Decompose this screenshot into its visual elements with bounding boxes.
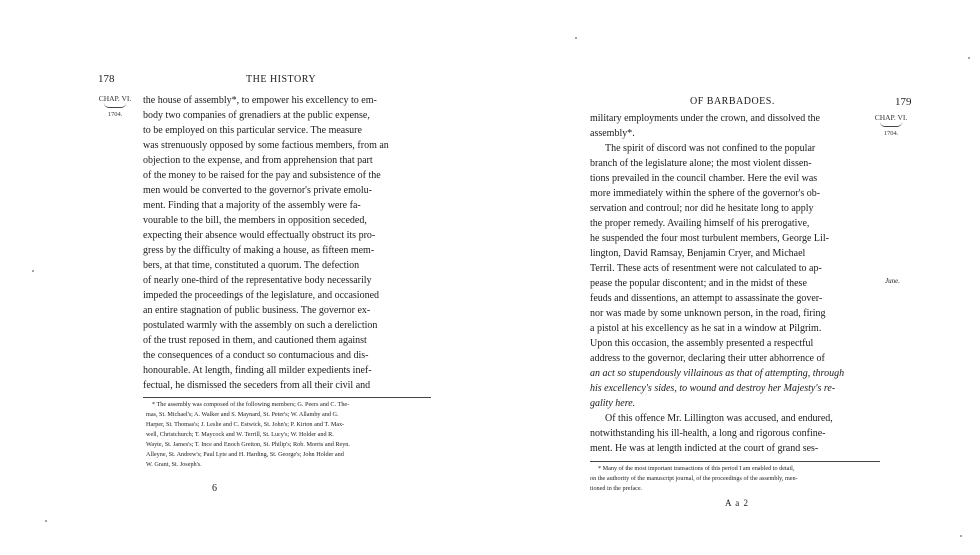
brace-mark bbox=[104, 103, 126, 108]
text-line: expecting their absence would effectually obstruct its pro- bbox=[143, 230, 376, 241]
text-line: of nearly one-third of the representative body necessarily bbox=[143, 275, 372, 286]
footnote-line: W. Grant, St. Joseph's. bbox=[146, 461, 202, 468]
text-line: nor was made by some unknown person, in the road, firing bbox=[590, 308, 826, 319]
text-line: servation and controul; nor did he hesitate long to apply bbox=[590, 203, 814, 214]
text-line: ment. He was at length indicted at the court of grand ses- bbox=[590, 443, 819, 454]
text-line: a pistol at his excellency as he sat in a window at Pilgrim. bbox=[590, 323, 822, 334]
text-line: men would be converted to the governor's private emolu- bbox=[143, 185, 372, 196]
right-running-head: OF BARBADOES. bbox=[690, 96, 775, 107]
right-page-number: 179 bbox=[895, 96, 912, 108]
text-line: feuds and dissentions, an attempt to assassinate the gover- bbox=[590, 293, 823, 304]
text-line: of the trust reposed in them, and cautioned them against bbox=[143, 335, 367, 346]
text-line: ment. Finding that a majority of the assembly were fa- bbox=[143, 200, 361, 211]
text-line: branch of the legislature alone; the most violent dissen- bbox=[590, 158, 812, 169]
footnote-line: Alleyne, St. Andrew's; Paul Lyte and H. Harding, St. George's; John Holder and bbox=[146, 451, 344, 458]
text-line: assembly*. bbox=[590, 128, 635, 139]
footnote-line: tioned in the preface. bbox=[590, 485, 643, 492]
text-line-italic: his excellency's sides, to wound and destroy her Majesty's re- bbox=[590, 383, 836, 394]
left-running-head: THE HISTORY bbox=[246, 74, 317, 85]
scan-speck bbox=[960, 535, 962, 537]
brace-mark bbox=[880, 122, 902, 127]
text-line: vourable to the bill, the members in opposition seceded, bbox=[143, 215, 367, 226]
text-line: he suspended the four most turbulent members, George Lil- bbox=[590, 233, 829, 244]
right-page bbox=[490, 0, 980, 555]
footnote-line: * Many of the most important transactions of this period I am enabled to detail, bbox=[598, 465, 795, 472]
footnote-line: on the authority of the manuscript journal, of the proceedings of the assembly, men- bbox=[590, 475, 798, 482]
right-margin-note: June. bbox=[885, 277, 900, 285]
footnote-line: * The assembly was composed of the following members; G. Peers and C. The- bbox=[152, 401, 350, 408]
text-line: body two companies of grenadiers at the public expense, bbox=[143, 110, 370, 121]
text-line: an entire stagnation of public business. The governor ex- bbox=[143, 305, 371, 316]
text-line: impeded the proceedings of the legislature, and occasioned bbox=[143, 290, 380, 301]
left-page-number: 178 bbox=[98, 73, 115, 85]
left-signature-mark: 6 bbox=[212, 483, 218, 494]
scan-speck bbox=[575, 37, 577, 39]
left-margin-chapter bbox=[93, 94, 137, 119]
text-line-italic: gality here. bbox=[590, 398, 636, 409]
left-margin-year: 1704. bbox=[107, 111, 123, 118]
text-line: pease the popular discontent; and in the midst of these bbox=[590, 278, 807, 289]
text-line: bers, at that time, constituted a quorum. The defection bbox=[143, 260, 360, 271]
right-margin-chapter-label: CHAP. VI. bbox=[874, 113, 908, 122]
footnote-line: well, Christchurch; T. Maycock and W. Terrill, St. Lucy's; W. Holder and R. bbox=[146, 431, 334, 438]
text-line: military employments under the crown, and dissolved the bbox=[590, 113, 820, 124]
footnote-line: Wayte, St. James's; T. Ince and Enoch Gretton, St. Philip's; Rob. Morris and Reyn. bbox=[146, 441, 350, 448]
text-line: honourable. At length, finding all milder expedients inef- bbox=[143, 365, 372, 376]
left-footnote-rule bbox=[143, 397, 431, 398]
text-line: objection to the expense, and from apprehension that part bbox=[143, 155, 373, 166]
text-line: fectual, he dismissed the seceders from all their civil and bbox=[143, 380, 371, 391]
text-line: address to the governor, declaring their utter abhorrence of bbox=[590, 353, 825, 364]
right-margin-year: 1704. bbox=[883, 130, 899, 137]
scan-speck bbox=[32, 270, 34, 272]
text-line-italic: an act so stupendously villainous as that of attempting, through bbox=[590, 368, 845, 379]
text-line: gress by the difficulty of making a house, as fifteen mem- bbox=[143, 245, 375, 256]
scan-speck bbox=[968, 57, 970, 59]
text-line: tions prevailed in the council chamber. Here the evil was bbox=[590, 173, 818, 184]
text-line: to be employed on this particular service. The measure bbox=[143, 125, 362, 136]
text-line: was strenuously opposed by some factious members, from an bbox=[143, 140, 389, 151]
text-line: of the money to be raised for the pay and subsistence of the bbox=[143, 170, 381, 181]
left-margin-chapter-label: CHAP. VI. bbox=[98, 94, 132, 103]
text-line: Upon this occasion, the assembly presented a respectful bbox=[590, 338, 814, 349]
right-margin-chapter bbox=[869, 113, 913, 138]
footnote-line: Harper, St. Thomas's; J. Leslie and C. Estwick, St. John's; P. Kirton and T. Max- bbox=[146, 421, 345, 428]
text-line: the proper remedy. Availing himself of his prerogative, bbox=[590, 218, 810, 229]
text-line: lington, David Ramsay, Benjamin Cryer, and Michael bbox=[590, 248, 806, 259]
text-line: Of this offence Mr. Lillington was accused, and endured, bbox=[605, 413, 833, 424]
text-line: the consequences of a conduct so contumacious and dis- bbox=[143, 350, 369, 361]
footnote-line: mas, St. Michael's; A. Walker and S. Maynard, St. Peter's; W. Allamby and G. bbox=[146, 411, 339, 418]
text-line: The spirit of discord was not confined to the popular bbox=[605, 143, 816, 154]
text-line: postulated warmly with the assembly on such a dereliction bbox=[143, 320, 378, 331]
text-line: more immediately within the sphere of the governor's ob- bbox=[590, 188, 821, 199]
text-line: Terril. These acts of resentment were not calculated to ap- bbox=[590, 263, 822, 274]
text-line: notwithstanding his ill-health, a long and rigorous confine- bbox=[590, 428, 826, 439]
right-signature-mark: A a 2 bbox=[725, 498, 749, 508]
text-line: the house of assembly*, to empower his excellency to em- bbox=[143, 95, 377, 106]
right-footnote-rule bbox=[590, 461, 880, 462]
scan-speck bbox=[45, 520, 47, 522]
